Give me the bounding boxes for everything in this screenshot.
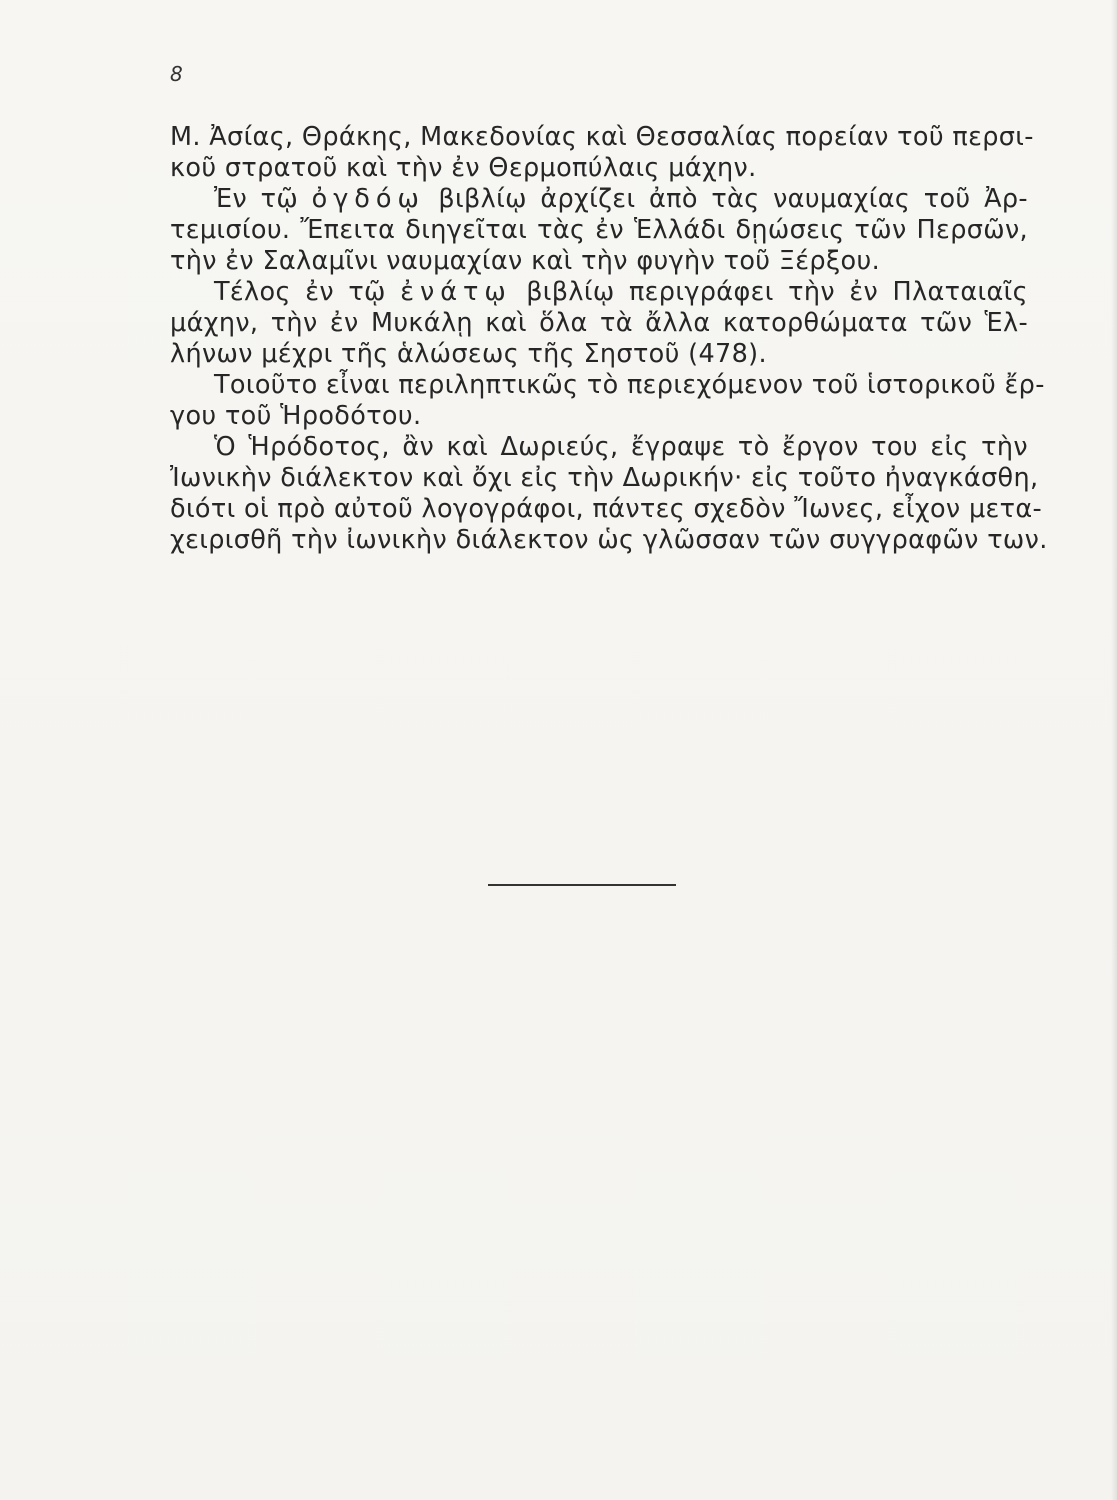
page-number: 8 — [170, 62, 183, 86]
paragraph-5-line-1: Ὁ Ἡρόδοτος, ἂν καὶ Δωριεύς, ἔγραψε τὸ ἔργον του εἰς τὴν — [214, 432, 1028, 462]
paragraph-3-line-1-end: βιβλίῳ περιγράφει τὴν ἐν Πλαταιαῖς — [526, 277, 1028, 307]
paragraph-2-line-3: τὴν ἐν Σαλαμῖνι ναυμαχίαν καὶ τὴν φυγὴν τοῦ Ξέρξου. — [170, 246, 881, 276]
paragraph-5-line-4: χειρισθῆ τὴν ἰωνικὴν διάλεκτον ὡς γλῶσσαν τῶν συγγραφῶν των. — [170, 525, 1048, 555]
section-divider-rule — [488, 884, 676, 886]
body-text — [170, 122, 1048, 556]
paragraph-3-line-3: λήνων μέχρι τῆς ἁλώσεως τῆς Σηστοῦ (478). — [170, 339, 767, 369]
page-edge-shadow — [1111, 0, 1117, 1500]
spaced-word-ogdoo: ὀγδόῳ — [311, 184, 425, 214]
paragraph-3-line-1 — [170, 277, 1028, 308]
paragraph-5-line-3: διότι οἱ πρὸ αὐτοῦ λογογράφοι, πάντες σχεδὸν Ἴωνες, εἶχον μετα- — [170, 494, 1043, 524]
paragraph-1-line-1: Μ. Ἀσίας, Θράκης, Μακεδονίας καὶ Θεσσαλίας πορείαν τοῦ περσι- — [170, 122, 1034, 152]
paragraph-5-line-2: Ἰωνικὴν διάλεκτον καὶ ὄχι εἰς τὴν Δωρικήν· εἰς τοῦτο ἠναγκάσθη, — [170, 463, 1039, 493]
paragraph-4-line-1: Τοιοῦτο εἶναι περιληπτικῶς τὸ περιεχόμενον τοῦ ἱστορικοῦ ἔρ- — [214, 370, 1045, 400]
paragraph-4-line-2: γου τοῦ Ἡροδότου. — [170, 401, 422, 431]
paragraph-1-line-2: κοῦ στρατοῦ καὶ τὴν ἐν Θερμοπύλαις μάχην. — [170, 153, 757, 183]
paragraph-3-line-1-start: Τέλος ἐν τῷ — [214, 277, 386, 307]
paragraph-2-line-1-end: βιβλίῳ ἀρχίζει ἀπὸ τὰς ναυμαχίας τοῦ Ἀρ- — [438, 184, 1028, 214]
paragraph-2-line-1-start: Ἐν τῷ — [214, 184, 299, 214]
spaced-word-enato: ἐνάτῳ — [400, 277, 512, 307]
paragraph-2-line-2: τεμισίου. Ἔπειτα διηγεῖται τὰς ἐν Ἑλλάδι δῃώσεις τῶν Περσῶν, — [170, 215, 1028, 245]
paragraph-2-line-1 — [170, 184, 1028, 215]
paragraph-3-line-2: μάχην, τὴν ἐν Μυκάλῃ καὶ ὅλα τὰ ἄλλα κατορθώματα τῶν Ἑλ- — [170, 308, 1028, 338]
